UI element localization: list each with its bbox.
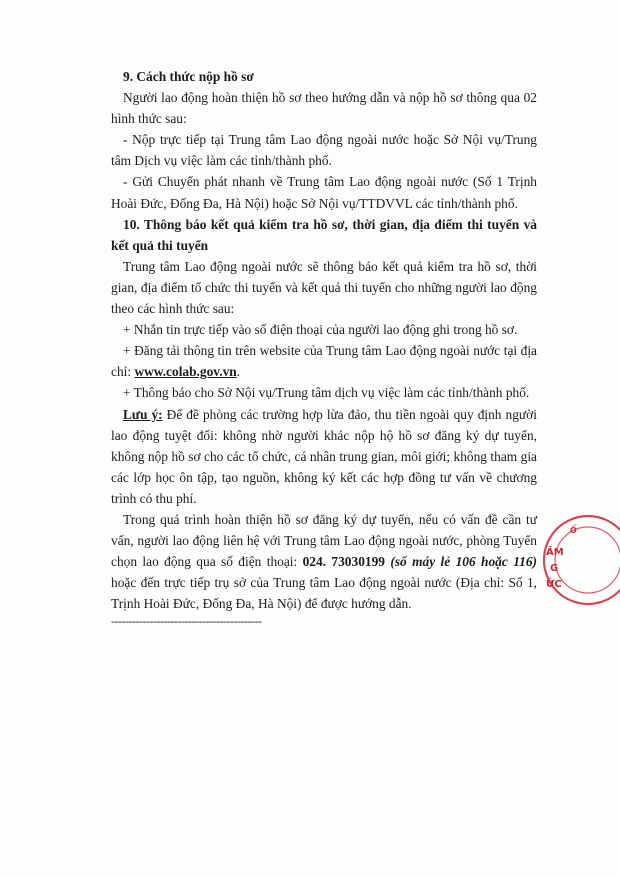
contact-text-1: Trong quá trình hoàn thiện hồ sơ đăng ký dự tuyển, nếu có vấn đề cần tư vấn, người lao động liên hệ với Trung tâm Lao động ngoài nước, phòng Tuyển chọn lao động qua số điện thoại: — [111, 511, 537, 570]
stamp-text-3: ỨC — [546, 579, 562, 590]
section-10-item-2-text: + Đăng tải thông tin trên website của Trung tâm Lao động ngoài nước tại địa chỉ: — [111, 343, 537, 380]
contact-extension: (số máy lẻ 106 hoặc 116) — [384, 554, 538, 570]
end-divider: ------------------------------------------- — [111, 614, 262, 629]
note-paragraph — [111, 404, 537, 509]
stamp-ring-icon — [540, 505, 620, 615]
section-10-item-2-end: . — [236, 364, 241, 380]
contact-paragraph — [111, 509, 537, 614]
section-9-item-2: - Gửi Chuyển phát nhanh về Trung tâm Lao động ngoài nước (Số 1 Trịnh Hoài Đức, Đống Đa, Hà Nội) hoặc Sở Nội vụ/TTDVVL các tỉnh/thành phố. — [111, 174, 537, 211]
stamp-text-2: G — [550, 563, 559, 574]
website-link[interactable]: www.colab.gov.vn — [134, 364, 237, 380]
section-10-item-2 — [111, 340, 537, 382]
red-stamp — [540, 505, 620, 615]
stamp-text-4: Ố — [570, 526, 577, 535]
stamp-text-1: ÂM — [546, 547, 564, 558]
section-10-heading: 10. Thông báo kết quả kiểm tra hồ sơ, thời gian, địa điểm thi tuyển và kết quả thi tuyển — [111, 216, 537, 253]
note-label: Lưu ý: — [123, 406, 163, 422]
contact-text-2: hoặc đến trực tiếp trụ sở của Trung tâm Lao động ngoài nước (Địa chỉ: Số 1, Trịnh Hoài Đức, Đống Đa, Hà Nội) để được hướng dẫn. — [111, 575, 537, 612]
document-body — [111, 66, 537, 628]
section-10-intro: Trung tâm Lao động ngoài nước sẽ thông báo kết quả kiểm tra hồ sơ, thời gian, địa điểm tổ chức thi tuyển và kết quả thi tuyển cho những người lao động theo các hình thức sau: — [111, 258, 537, 317]
note-text: Để đề phòng các trường hợp lừa đảo, thu tiền ngoài quy định người lao động tuyệt đối: không nhờ người khác nộp hộ hồ sơ đăng ký dự tuyển, không nộp hồ sơ cho các tổ chức, cá nhân trung gian, môi giới; không tham gia các lớp học ôn tập, tạo nguồn, không ký kết các hợp đồng tư vấn về chương trình có thu phí. — [111, 406, 537, 506]
contact-phone: 024. 73030199 — [302, 554, 385, 570]
section-9-heading: 9. Cách thức nộp hồ sơ — [123, 69, 254, 84]
section-10-item-1: + Nhắn tin trực tiếp vào số điện thoại của người lao động ghi trong hồ sơ. — [123, 322, 518, 338]
section-10-item-3: + Thông báo cho Sở Nội vụ/Trung tâm dịch vụ việc làm các tỉnh/thành phố. — [123, 385, 530, 401]
section-9-item-1: - Nộp trực tiếp tại Trung tâm Lao động ngoài nước hoặc Sở Nội vụ/Trung tâm Dịch vụ việc làm các tỉnh/thành phố. — [111, 132, 537, 169]
section-9-intro: Người lao động hoàn thiện hồ sơ theo hướng dẫn và nộp hồ sơ thông qua 02 hình thức sau: — [111, 90, 537, 127]
